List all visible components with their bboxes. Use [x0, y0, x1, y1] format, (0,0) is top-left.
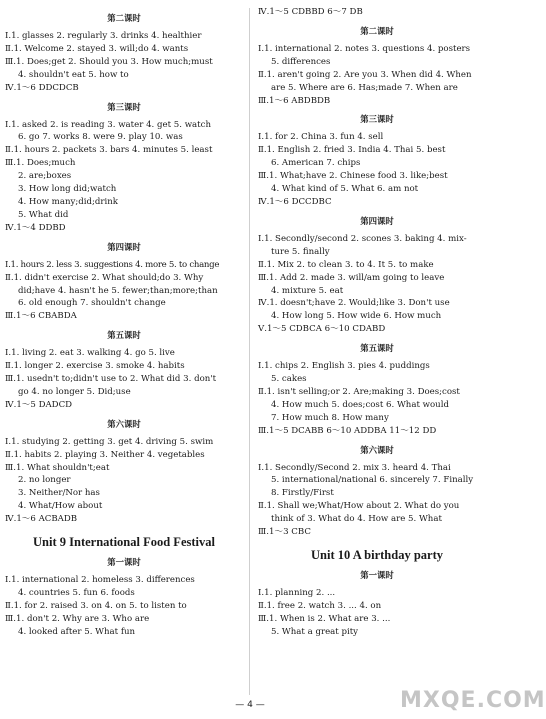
answer-line: 2. are;boxes	[18, 171, 72, 182]
answer-line: Ⅰ.1. glasses 2. regularly 3. drinks 4. healthier	[5, 31, 202, 41]
answer-line: Ⅲ.1～5 DCABB 6～10 ADDBA 11～12 DD	[258, 425, 437, 436]
answer-line: Ⅰ.1. chips 2. English 3. pies 4. puddings	[258, 361, 430, 372]
answer-line: 6. go 7. works 8. were 9. play 10. was	[18, 132, 183, 143]
answer-line: 4. countries 5. fun 6. foods	[18, 588, 135, 598]
answer-line: 6. American 7. chips	[271, 158, 361, 169]
answer-line: 4. How much 5. does;cost 6. What would	[271, 399, 449, 410]
answer-line: 4. looked after 5. What fun	[18, 626, 136, 637]
answer-line: Ⅱ.1. Mix 2. to clean 3. to 4. It 5. to make	[258, 259, 434, 270]
answer-line: Ⅱ.1. Welcome 2. stayed 3. will;do 4. wants	[5, 43, 189, 54]
answer-line: Ⅲ.1. Add 2. made 3. will/am going to leave	[258, 272, 445, 283]
lesson-heading: 第六课时	[107, 418, 141, 429]
lesson-heading: 第四课时	[360, 215, 394, 226]
answer-line: Ⅳ.1～5 DADCD	[5, 399, 73, 410]
answer-line: Ⅱ.1. didn't exercise 2. What should;do 3. Why	[5, 272, 204, 283]
answer-line: 3. How long did;watch	[18, 184, 117, 195]
answer-line: 3. Neither/Nor has	[18, 488, 100, 499]
answer-line: 5. cakes	[271, 374, 307, 385]
right-column	[258, 6, 496, 639]
unit-title: Unit 9 International Food Festival	[33, 535, 215, 550]
lesson-heading: 第五课时	[360, 343, 394, 354]
lesson-heading: 第五课时	[107, 330, 141, 341]
answer-line: 4. shouldn't eat 5. how to	[18, 69, 129, 80]
answer-line: Ⅰ.1. for 2. China 3. fun 4. sell	[258, 132, 384, 143]
answer-line: Ⅲ.1. When is 2. What are 3. ...	[258, 613, 391, 624]
answer-line: 4. What kind of 5. What 6. am not	[271, 184, 419, 195]
answer-line: Ⅳ.1～6 ACBADB	[5, 514, 78, 525]
answer-line: 5. differences	[271, 56, 331, 67]
answer-line: Ⅰ.1. Secondly/second 2. scones 3. baking 4. mix-	[258, 233, 467, 244]
answer-line: 4. How many;did;drink	[18, 196, 118, 207]
answer-line: 6. old enough 7. shouldn't change	[18, 298, 166, 309]
answer-line: Ⅳ.1～5 CDBBD 6～7 DB	[258, 7, 363, 17]
answer-line: Ⅱ.1. for 2. raised 3. on 4. on 5. to listen to	[5, 600, 187, 611]
answer-line: Ⅱ.1. isn't selling;or 2. Are;making 3. Does;cost	[258, 386, 460, 397]
lesson-heading: 第二课时	[107, 13, 141, 23]
answer-line: Ⅳ.1～6 DCCDBC	[258, 196, 332, 207]
answer-line: 4. What/How about	[18, 501, 103, 512]
lesson-heading: 第一课时	[360, 570, 394, 580]
lesson-heading: 第六课时	[360, 444, 394, 455]
answer-line: Ⅰ.1. hours 2. less 3. suggestions 4. more 5. to change	[5, 259, 220, 270]
lesson-heading: 第三课时	[107, 101, 141, 112]
answer-line: Ⅰ.1. Secondly/Second 2. mix 3. heard 4. Thai	[258, 462, 451, 473]
lesson-heading: 第四课时	[107, 241, 141, 252]
answer-line: Ⅰ.1. international 2. homeless 3. differences	[5, 575, 195, 586]
answer-line: Ⅱ.1. English 2. fried 3. India 4. Thai 5. best	[258, 145, 446, 156]
answer-line: Ⅰ.1. living 2. eat 3. walking 4. go 5. live	[5, 348, 175, 359]
answer-line: 4. How long 5. How wide 6. How much	[271, 311, 442, 322]
lesson-heading: 第三课时	[360, 114, 394, 125]
answer-line: Ⅴ.1～5 CDBCA 6～10 CDABD	[258, 324, 386, 335]
answer-line: ture 5. finally	[271, 246, 330, 257]
answer-line: Ⅰ.1. studying 2. getting 3. get 4. driving 5. swim	[5, 436, 214, 447]
answer-line: think of 3. What do 4. How are 5. What	[271, 514, 442, 525]
answer-line: Ⅰ.1. asked 2. is reading 3. water 4. get 5. watch	[5, 119, 211, 130]
left-column	[5, 6, 243, 639]
answer-line: Ⅱ.1. hours 2. packets 3. bars 4. minutes 5. least	[5, 145, 213, 156]
answer-line: Ⅱ.1. longer 2. exercise 3. smoke 4. habits	[5, 361, 185, 372]
answer-line: Ⅲ.1. don't 2. Why are 3. Who are	[5, 613, 150, 624]
answer-line: 5. international/national 6. sincerely 7. Finally	[271, 475, 474, 486]
answer-line: Ⅲ.1. usedn't to;didn't use to 2. What did 3. don't	[5, 374, 217, 385]
answer-line: 5. What a great pity	[271, 626, 359, 637]
answer-line: Ⅳ.1～4 DDBD	[5, 222, 66, 233]
answer-line: Ⅲ.1. Does;much	[5, 158, 76, 169]
answer-line: Ⅳ.1～6 DDCDCB	[5, 82, 79, 93]
answer-line: Ⅲ.1. Does;get 2. Should you 3. How much;must	[5, 56, 213, 67]
answer-line: 5. What did	[18, 209, 69, 220]
unit-title: Unit 10 A birthday party	[311, 548, 443, 562]
answer-line: Ⅲ.1～6 ABDBDB	[258, 95, 331, 106]
answer-line: are 5. Where are 6. Has;made 7. When are	[271, 82, 458, 93]
answer-line: Ⅲ.1～6 CBABDA	[5, 311, 77, 322]
answer-line: 4. mixture 5. eat	[271, 285, 344, 296]
column-divider	[249, 8, 250, 695]
answer-line: Ⅱ.1. aren't going 2. Are you 3. When did 4. When	[258, 69, 472, 80]
answer-line: Ⅱ.1. habits 2. playing 3. Neither 4. vegetables	[5, 449, 205, 460]
answer-line: Ⅲ.1. What;have 2. Chinese food 3. like;best	[258, 171, 448, 182]
answer-line: Ⅳ.1. doesn't;have 2. Would;like 3. Don't use	[258, 298, 450, 309]
lesson-heading: 第一课时	[107, 557, 141, 568]
answer-line: go 4. no longer 5. Did;use	[18, 386, 131, 397]
answer-line: Ⅲ.1～3 CBC	[258, 527, 311, 538]
answer-line: Ⅰ.1. planning 2. ...	[258, 588, 336, 598]
answer-line: Ⅱ.1. free 2. watch 3. ... 4. on	[258, 600, 382, 611]
answer-line: 8. Firstly/First	[271, 488, 334, 499]
answer-line: Ⅰ.1. international 2. notes 3. questions 4. posters	[258, 43, 471, 54]
answer-line: 2. no longer	[18, 475, 71, 486]
answer-line: Ⅲ.1. What shouldn't;eat	[5, 462, 110, 473]
answer-line: Ⅱ.1. Shall we;What/How about 2. What do you	[258, 501, 460, 512]
answer-line: 7. How much 8. How many	[271, 412, 389, 423]
lesson-heading: 第二课时	[360, 25, 394, 36]
watermark: MXQE.COM	[400, 688, 546, 713]
answer-line: did;have 4. hasn't he 5. fewer;than;more;than	[18, 285, 218, 296]
page-number: — 4 —	[235, 700, 265, 710]
